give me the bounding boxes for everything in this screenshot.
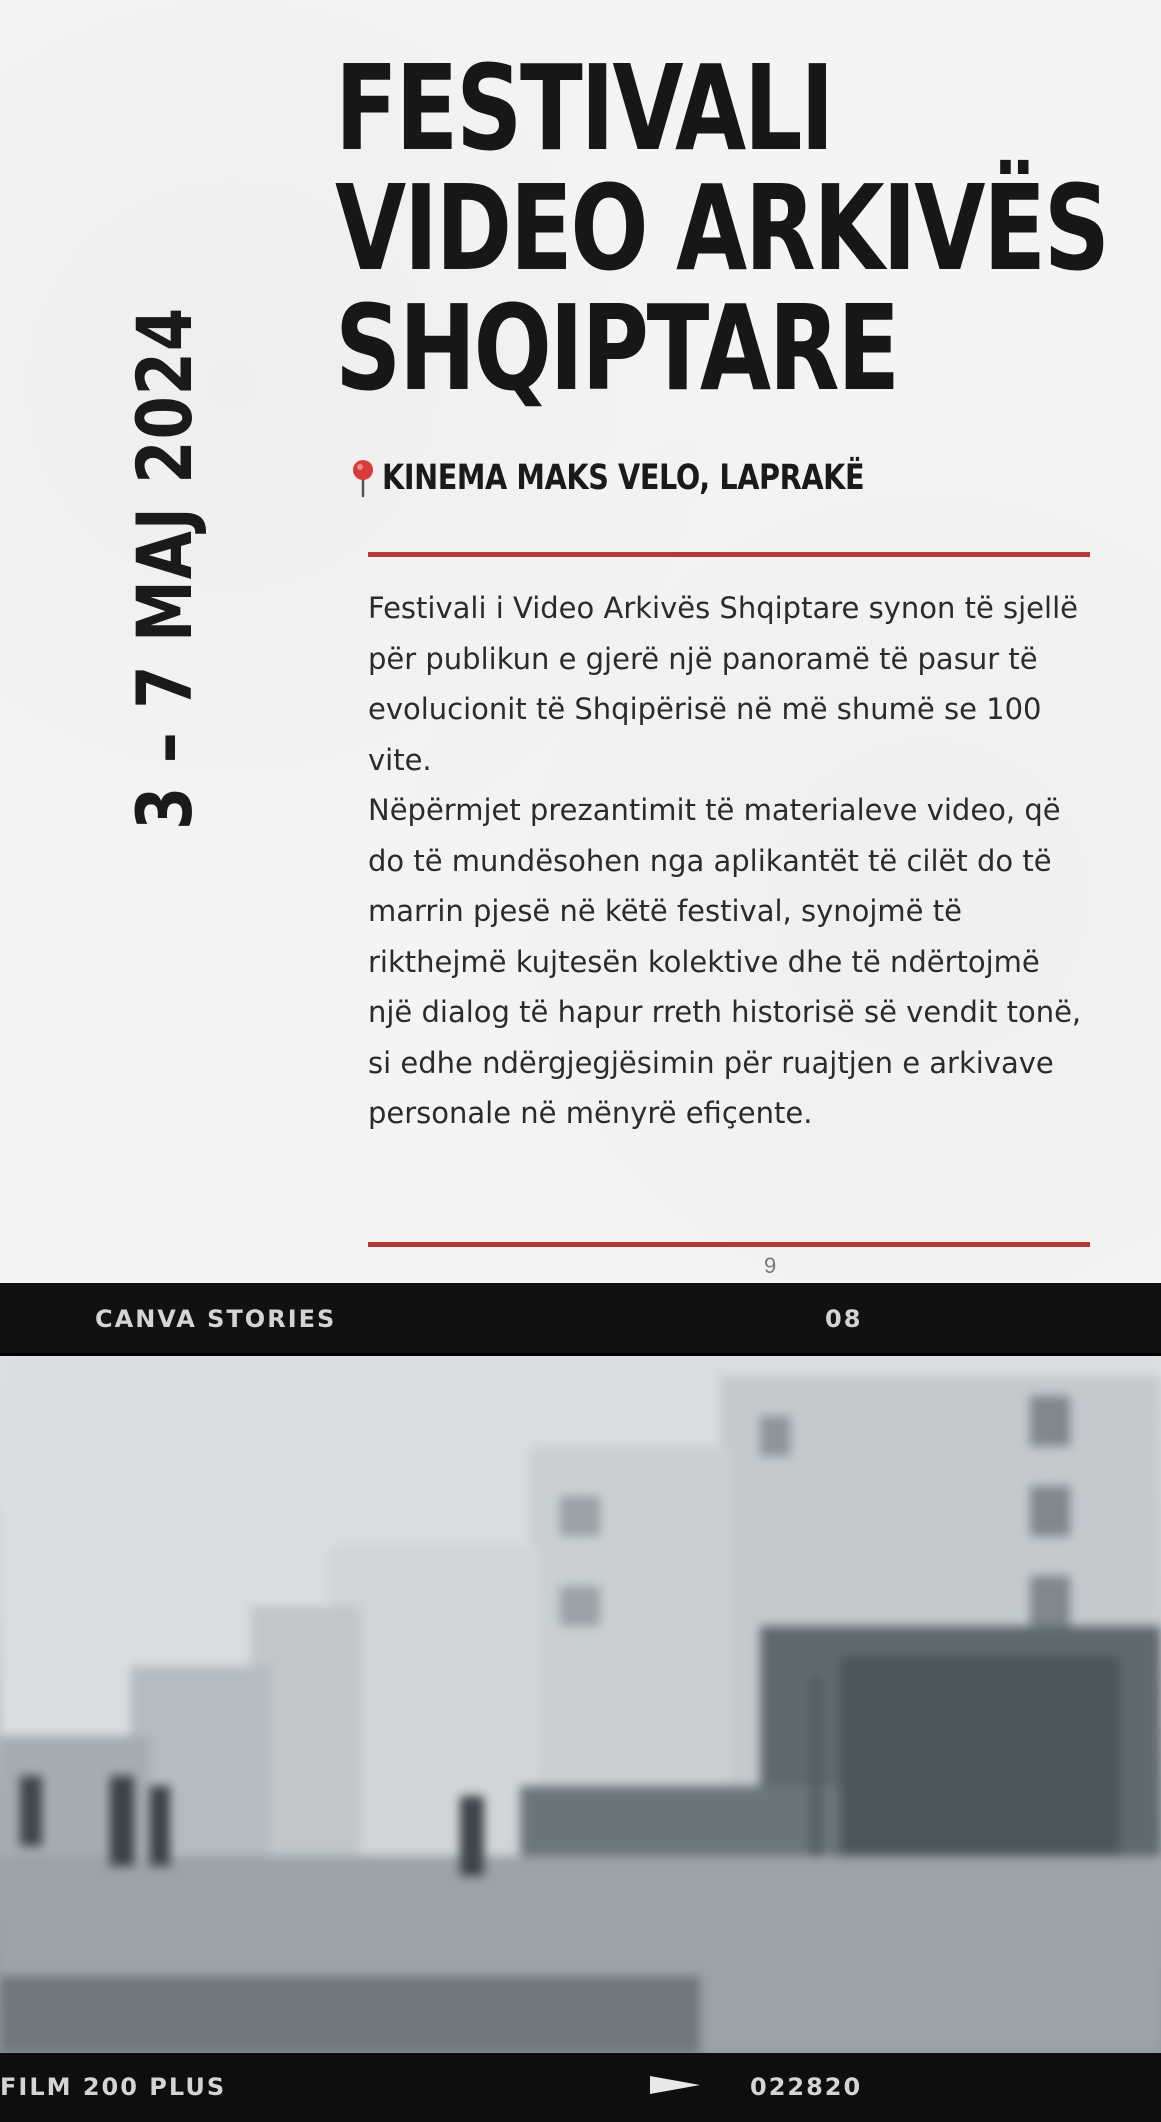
film-counter: 022820 xyxy=(750,2073,863,2101)
festival-dates xyxy=(120,192,209,830)
title-line-3: SHQIPTARE xyxy=(335,279,898,417)
venue-location xyxy=(350,458,970,498)
venue-text: KINEMA MAKS VELO, LAPRAKË xyxy=(382,458,865,498)
festival-dates-text: 3 – 7 MAJ 2024 xyxy=(120,306,209,830)
title-line-1: FESTIVALI xyxy=(335,39,833,177)
description-paragraph-1: Festivali i Video Arkivës Shqiptare synon të sjellë për publikun e gjerë një panoramë të pasur të evolucionit të Shqipërisë në më shumë se 100 vite. xyxy=(368,591,1078,777)
film-brand-label: FILM 200 PLUS xyxy=(0,2073,227,2101)
play-triangle-icon xyxy=(650,2076,700,2094)
map-pin-icon xyxy=(350,458,376,498)
description-paragraph-2: Nëpërmjet prezantimit të materialeve video, që do të mundësohen nga aplikantët të cilët do të marrin pjesë në këtë festival, synojmë të rikthejmë kujtesën kolektive dhe të ndërtojmë një dialog të hapur rreth historisë së vendit tonë, si edhe ndërgjegjësimin për ruajtjen e arkivave personale në mënyrë efiçente. xyxy=(368,793,1082,1130)
festival-title xyxy=(335,39,1108,417)
title-line-2: VIDEO ARKIVËS xyxy=(335,159,1108,297)
footer-mark: 9 xyxy=(764,1253,777,1278)
street-scene-image xyxy=(0,1356,1161,2053)
film-frame-overlay xyxy=(0,1283,1161,2122)
film-strip-bottom xyxy=(0,2053,1161,2122)
canva-stories-label: CANVA STORIES xyxy=(95,1305,337,1333)
festival-description xyxy=(368,583,1088,1139)
frame-number: 08 xyxy=(825,1305,863,1333)
film-strip-top xyxy=(0,1283,1161,1356)
archival-video-still xyxy=(0,1356,1161,2053)
divider-top xyxy=(368,552,1090,557)
divider-bottom xyxy=(368,1242,1090,1247)
